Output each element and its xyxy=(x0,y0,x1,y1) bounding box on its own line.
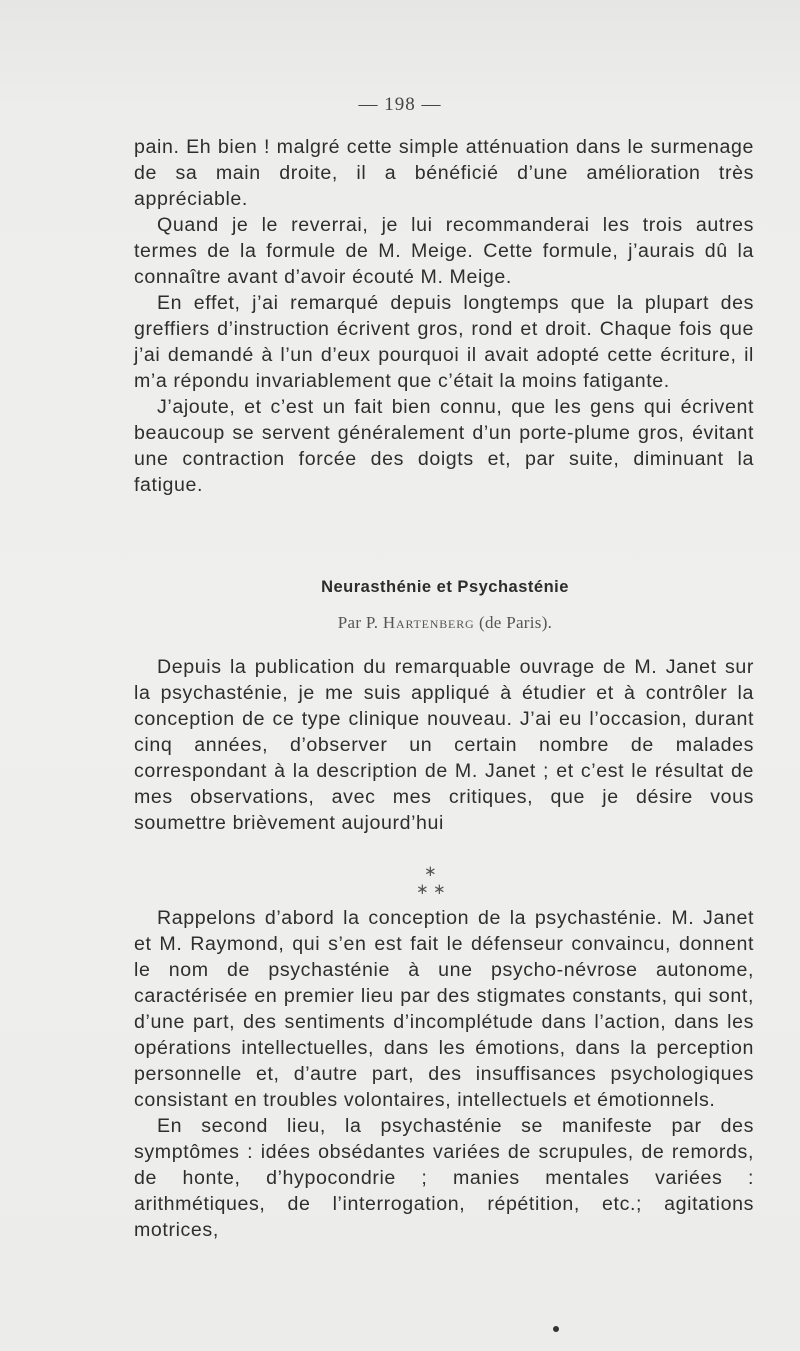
paragraph: Rappelons d’abord la conception de la psychasténie. M. Janet et M. Raymond, qui s’en est fait le défenseur convaincu, donnent le nom de psychasténie à une psycho-névrose autonome, caractérisée en premier lieu par des stigmates constants, qui sont, d’une part, des sentiments d’incomplétude dans l’action, dans les opérations intellectuelles, dans les émotions, dans la perception personnelle et, d’autre part, des insuffisances psychologiques consistant en troubles volontaires, intellectuels et émotionnels. xyxy=(134,907,754,1111)
author-byline xyxy=(0,613,800,633)
asterisk-icon: ∗ xyxy=(424,862,437,880)
text-block-intro xyxy=(134,134,754,498)
paragraph: Depuis la publication du remarquable ouvrage de M. Janet sur la psychasténie, je me suis appliqué à étudier et à contrôler la conception de ce type clinique nouveau. J’ai eu l’occasion, durant cinq années, d’observer un certain nombre de malades correspondant à la description de M. Janet ; et c’est le résultat de mes observations, avec mes critiques, que je désire vous soumettre brièvement aujourd’hui xyxy=(134,656,754,834)
asterisk-icon: ∗ xyxy=(433,880,446,898)
text-block-introduction xyxy=(134,654,754,836)
page-number: — 198 — xyxy=(358,94,442,115)
byline-author: Hartenberg xyxy=(382,613,475,632)
asterisk-icon: ∗ xyxy=(416,880,429,898)
asterism-divider xyxy=(416,858,476,904)
byline-prefix: Par P. xyxy=(337,613,379,632)
byline-suffix: (de Paris). xyxy=(479,613,553,632)
paragraph: J’ajoute, et c’est un fait bien connu, que les gens qui écrivent beaucoup se servent généralement d’un porte-plume gros, évitant une contraction forcée des doigts et, par suite, diminuant la fatigue. xyxy=(134,396,754,496)
paragraph: pain. Eh bien ! malgré cette simple atténuation dans le surmenage de sa main droite, il a bénéficié d’une amélioration très appréciable. xyxy=(134,136,754,210)
paragraph: Quand je le reverrai, je lui recommanderai les trois autres termes de la formule de M. Meige. Cette formule, j’aurais dû la connaître avant d’avoir écouté M. Meige. xyxy=(134,214,754,288)
text-block-conception xyxy=(134,905,754,1243)
section-title: Neurasthénie et Psychasténie xyxy=(321,578,569,596)
ink-dot xyxy=(553,1326,559,1332)
paragraph: En second lieu, la psychasténie se manifeste par des symptômes : idées obsédantes variées de scrupules, de remords, de honte, d’hypocondrie ; manies mentales variées : arithmétiques, de l’interrogation, répétition, etc.; agitations motrices, xyxy=(134,1115,754,1241)
paragraph: En effet, j’ai remarqué depuis longtemps que la plupart des greffiers d’instruction écrivent gros, rond et droit. Chaque fois que j’ai demandé à l’un d’eux pourquoi il avait adopté cette écriture, il m’a répondu invariablement que c’était la moins fatigante. xyxy=(134,292,754,392)
